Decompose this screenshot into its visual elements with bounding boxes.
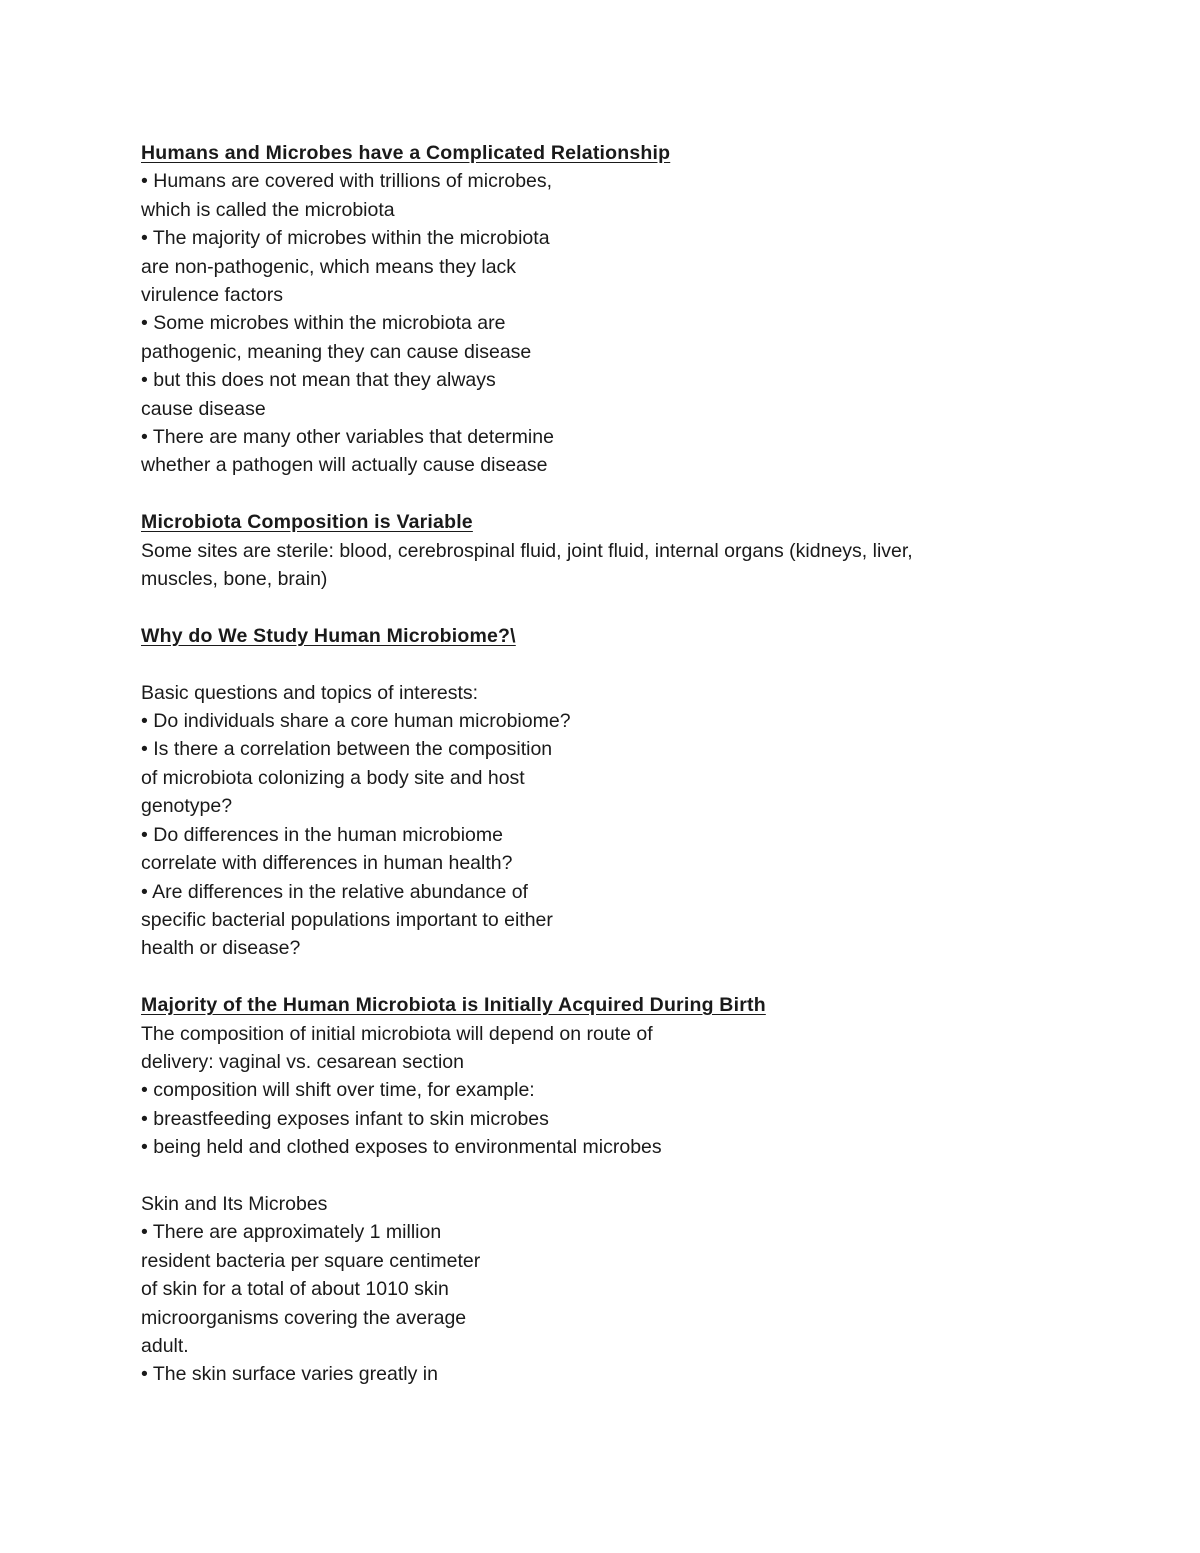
body-line: adult.: [141, 1334, 189, 1357]
section-heading: Humans and Microbes have a Complicated Relationship: [141, 142, 671, 164]
body-line: muscles, bone, brain): [141, 568, 328, 591]
body-line: • There are approximately 1 million: [141, 1221, 442, 1244]
section-title: Skin and Its Microbes: [141, 1192, 328, 1215]
body-line: pathogenic, meaning they can cause disease: [141, 340, 532, 363]
body-line: • being held and clothed exposes to environmental microbes: [141, 1136, 662, 1159]
body-line: • Humans are covered with trillions of microbes,: [141, 170, 553, 193]
body-line: cause disease: [141, 397, 266, 420]
document-page: [141, 139, 1041, 1389]
section-skin-and-microbes: [141, 1190, 1041, 1389]
body-line: of skin for a total of about 1010 skin: [141, 1278, 449, 1301]
body-line: • breastfeeding exposes infant to skin microbes: [141, 1107, 549, 1130]
body-line: Basic questions and topics of interests:: [141, 681, 479, 704]
body-line: • Is there a correlation between the composition: [141, 738, 553, 761]
body-line: • The majority of microbes within the microbiota: [141, 227, 550, 250]
blank-line: [141, 963, 1041, 991]
body-line: of microbiota colonizing a body site and host: [141, 766, 525, 789]
blank-line: [141, 1162, 1041, 1190]
body-line: • Do individuals share a core human microbiome?: [141, 710, 571, 733]
body-line: Some sites are sterile: blood, cerebrospinal fluid, joint fluid, internal organs (kidneys, liver,: [141, 539, 913, 562]
body-line: delivery: vaginal vs. cesarean section: [141, 1050, 464, 1073]
body-line: which is called the microbiota: [141, 198, 395, 221]
section-heading: Majority of the Human Microbiota is Initially Acquired During Birth: [141, 994, 766, 1017]
body-line: • composition will shift over time, for example:: [141, 1079, 535, 1102]
body-line: resident bacteria per square centimeter: [141, 1249, 481, 1272]
body-line: whether a pathogen will actually cause disease: [141, 454, 548, 477]
body-line: • Some microbes within the microbiota are: [141, 312, 506, 335]
body-line: The composition of initial microbiota will depend on route of: [141, 1022, 653, 1045]
section-why-study-microbiome: [141, 622, 1041, 963]
section-heading: Microbiota Composition is Variable: [141, 511, 473, 534]
body-line: specific bacterial populations important to either: [141, 908, 553, 931]
body-line: • The skin surface varies greatly in: [141, 1363, 438, 1386]
section-heading: Why do We Study Human Microbiome?\: [141, 624, 516, 647]
body-line: correlate with differences in human health?: [141, 852, 513, 875]
body-line: genotype?: [141, 795, 233, 818]
section-microbiota-composition: [141, 508, 1041, 593]
body-line: • Do differences in the human microbiome: [141, 823, 503, 846]
body-line: microorganisms covering the average: [141, 1306, 467, 1329]
body-line: • There are many other variables that determine: [141, 426, 554, 449]
blank-line: [141, 480, 1041, 508]
blank-line: [141, 593, 1041, 621]
body-line: health or disease?: [141, 937, 301, 960]
body-line: • but this does not mean that they always: [141, 369, 496, 392]
body-line: are non-pathogenic, which means they lack: [141, 255, 517, 278]
section-acquired-during-birth: [141, 991, 1041, 1161]
blank-line: [141, 650, 1041, 678]
body-line: virulence factors: [141, 284, 283, 307]
body-line: • Are differences in the relative abundance of: [141, 880, 528, 903]
section-humans-and-microbes: [141, 139, 1041, 480]
